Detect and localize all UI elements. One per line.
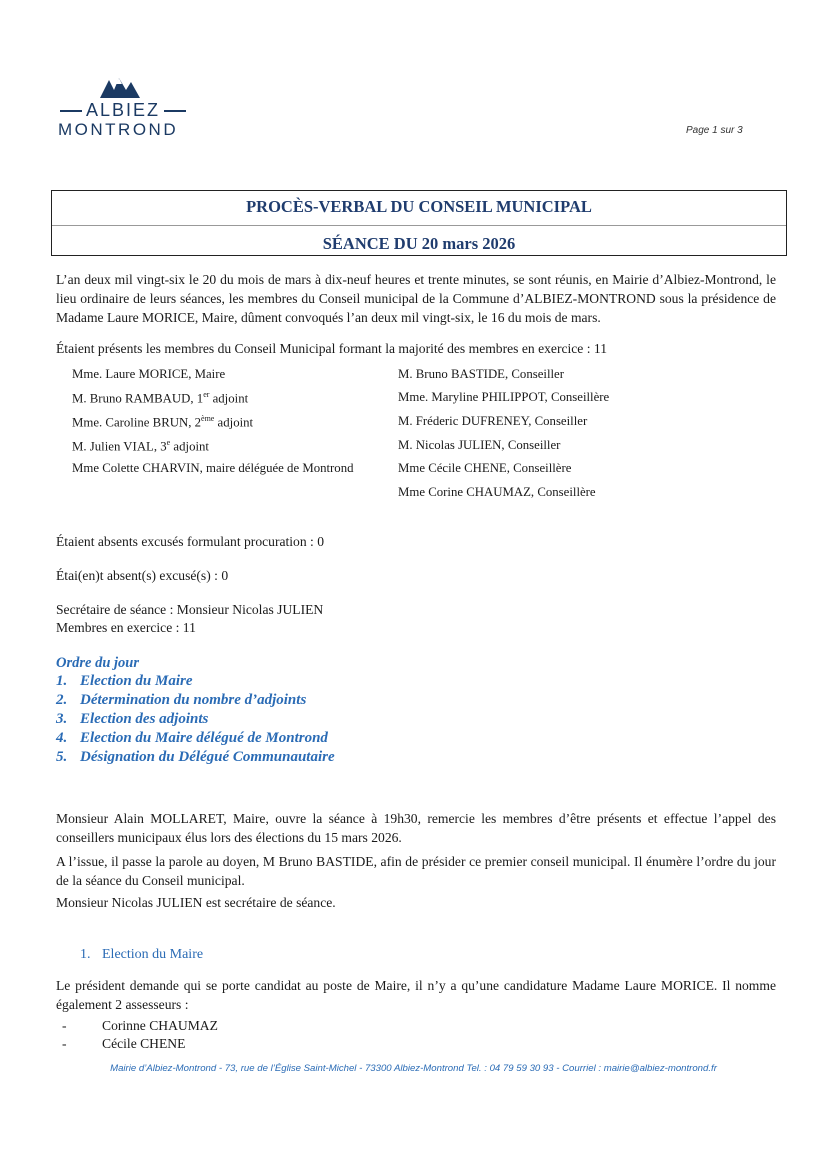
body-paragraph-2: A l’issue, il passe la parole au doyen, M Bruno BASTIDE, afin de présider ce premier conseil municipal. Il énumère l’ordre du jour de la séance du Conseil municipal. — [56, 854, 776, 888]
ordre-du-jour-title: Ordre du jour — [56, 655, 139, 671]
logo-line-2: MONTROND — [58, 120, 179, 139]
member-right-4: M. Nicolas JULIEN, Conseiller — [398, 438, 561, 452]
logo-line-1: ALBIEZ — [56, 100, 196, 121]
agenda-item-2: 2. Détermination du nombre d’adjoints — [56, 692, 307, 708]
membres-exercice: Membres en exercice : 11 — [56, 620, 196, 635]
member-right-1: M. Bruno BASTIDE, Conseiller — [398, 367, 564, 381]
agenda-item-5: 5. Désignation du Délégué Communautaire — [56, 749, 335, 765]
session-date-title: SÉANCE DU 20 mars 2026 — [322, 234, 516, 253]
title-box — [51, 190, 787, 256]
page-number: Page 1 sur 3 — [686, 125, 743, 136]
member-left-5: Mme Colette CHARVIN, maire déléguée de Montrond — [72, 461, 354, 475]
assesseur-item: - Cécile CHENE — [62, 1036, 186, 1051]
intro-paragraph: L’an deux mil vingt-six le 20 du mois de mars à dix-neuf heures et trente minutes, se sont réunis, en Mairie d’Albiez-Montrond, le lieu ordinaire de leurs séances, les membres du Conseil municipal de la Commune d’ALBIEZ-MONTROND sous la présidence de Madame Laure MORICE, Maire, dûment convoqués l’an deux mil vingt-six, le 16 du mois de mars. — [56, 272, 776, 325]
agenda-item-4: 4. Election du Maire délégué de Montrond — [56, 730, 328, 746]
member-right-6: Mme Corine CHAUMAZ, Conseillère — [398, 485, 596, 499]
page-footer: Mairie d’Albiez-Montrond - 73, rue de l’Église Saint-Michel - 73300 Albiez-Montrond Tel. : 04 79 59 30 93 - Courriel : mairie@albiez-montrond.fr — [110, 1063, 717, 1074]
absents-excuses: Étai(en)t absent(s) excusé(s) : 0 — [56, 568, 229, 583]
present-heading: Étaient présents les membres du Conseil Municipal formant la majorité des membres en exercice : 11 — [56, 341, 608, 356]
document-title: PROCÈS-VERBAL DU CONSEIL MUNICIPAL — [246, 197, 592, 216]
absents-procuration: Étaient absents excusés formulant procuration : 0 — [56, 534, 325, 549]
member-left-3: Mme. Caroline BRUN, 2ème adjoint — [72, 414, 254, 430]
agenda-item-3: 3. Election des adjoints — [56, 711, 209, 727]
section-heading-election-maire: 1. Election du Maire — [80, 947, 204, 962]
title-divider — [52, 225, 786, 226]
member-right-2: Mme. Maryline PHILIPPOT, Conseillère — [398, 390, 610, 404]
secretaire-seance: Secrétaire de séance : Monsieur Nicolas JULIEN — [56, 602, 324, 617]
member-left-4: M. Julien VIAL, 3e adjoint — [72, 438, 209, 454]
assesseur-item: - Corinne CHAUMAZ — [62, 1018, 218, 1033]
section1-paragraph: Le président demande qui se porte candidat au poste de Maire, il n’y a qu’une candidature Madame Laure MORICE. Il nomme également 2 assesseurs : — [56, 978, 776, 1012]
agenda-item-1: 1. Election du Maire — [56, 673, 193, 689]
member-left-1: Mme. Laure MORICE, Maire — [72, 367, 226, 381]
member-right-3: M. Fréderic DUFRENEY, Conseiller — [398, 414, 588, 428]
member-right-5: Mme Cécile CHENE, Conseillère — [398, 461, 572, 475]
mountain-logo-icon — [100, 74, 148, 98]
member-left-2: M. Bruno RAMBAUD, 1er adjoint — [72, 390, 249, 406]
body-paragraph-3: Monsieur Nicolas JULIEN est secrétaire de séance. — [56, 895, 336, 910]
body-paragraph-1: Monsieur Alain MOLLARET, Maire, ouvre la séance à 19h30, remercie les membres d’être présents et effectue l’appel des conseillers municipaux élus lors des élections du 15 mars 2026. — [56, 811, 776, 845]
